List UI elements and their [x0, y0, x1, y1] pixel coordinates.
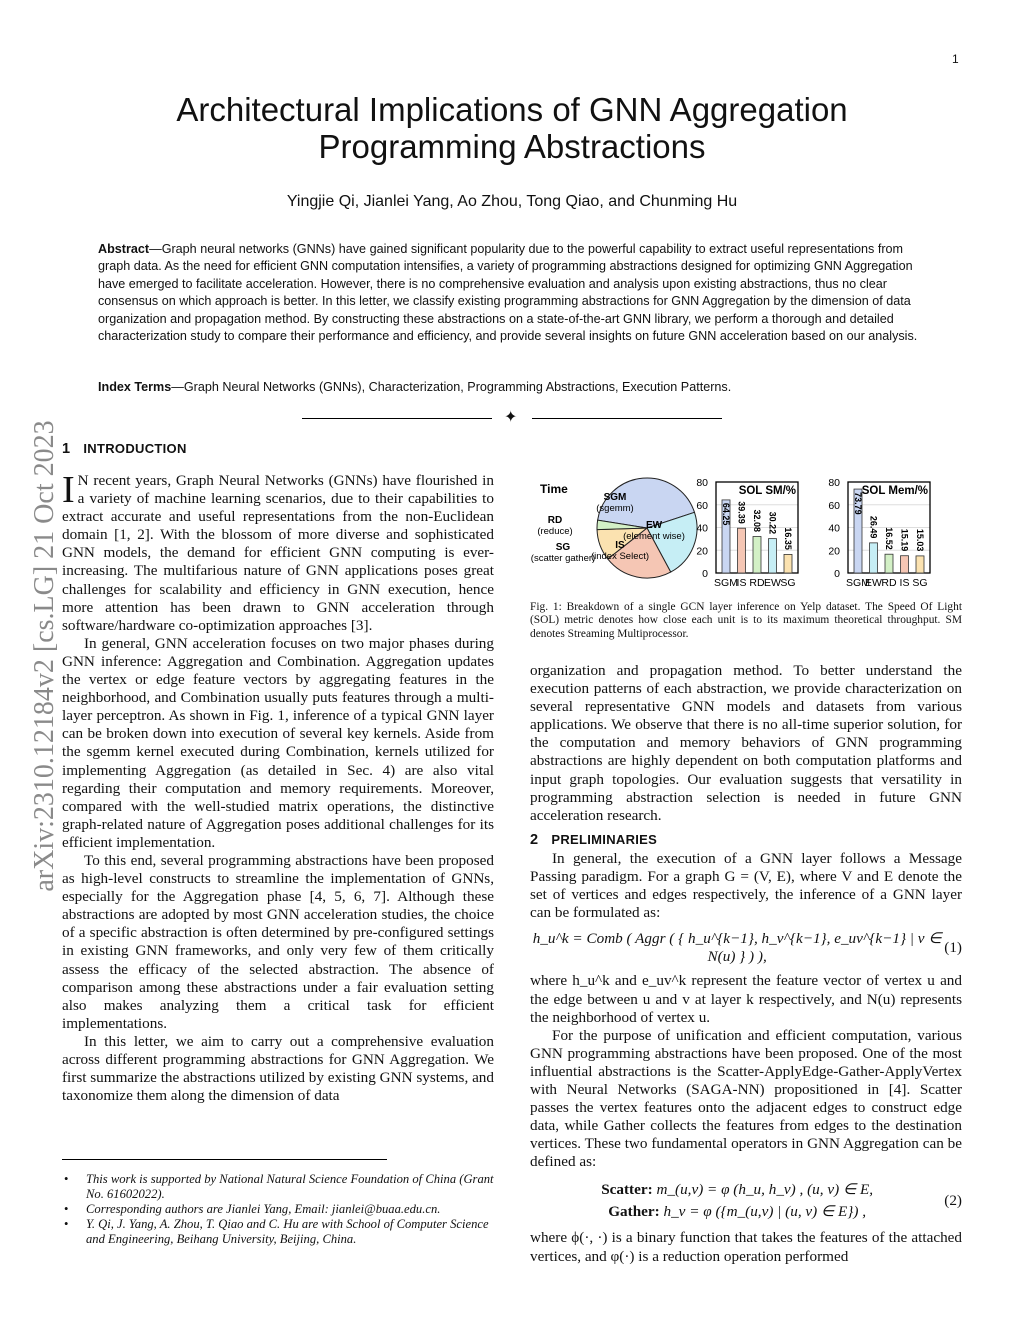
y-tick-label: 40 [696, 522, 708, 535]
footnote: • Corresponding authors are Jianlei Yang, Email: jianlei@buaa.edu.cn. [86, 1202, 494, 1217]
index-text: —Graph Neural Networks (GNNs), Characterization, Programming Abstractions, Execution Patterns. [171, 380, 732, 394]
footnotes [62, 1172, 494, 1247]
left-column [62, 441, 494, 1105]
pie-label: SGM [603, 492, 627, 503]
bar-is [901, 556, 909, 573]
pie-sublabel: (sgemm) [596, 503, 634, 514]
y-tick-label: 40 [828, 522, 840, 535]
right-p4: For the purpose of unification and efficient computation, various GNN programming abstractions have been proposed. One of the most influential abstractions is the Scatter-ApplyEdge-Gather-ApplyVertex with Neural Networks (SAGA-NN) propositioned in [4]. Scatter passes the vertex features onto the adjacent edges to construct edge data, while Gather collects the features from edges to the destination vertices. These two fundamental operators in GNN Aggregation can be defined as: [530, 1026, 962, 1171]
y-tick-label: 80 [696, 477, 708, 489]
footnote: • This work is supported by National Natural Science Foundation of China (Grant No. 61602022). [86, 1172, 494, 1202]
star-icon: ✦ [504, 409, 518, 426]
bar-chart-title: SOL SM/% [738, 485, 796, 497]
pie-sublabel: (index Select) [590, 551, 650, 562]
bar-data-label: 16.52 [884, 527, 894, 550]
equation-2: Scatter: m_(u,v) = φ (h_u, h_v) , (u, v) ∈ E, Gather: h_v = φ ({m_(u,v) | (u, v) ∈ E}) , (2) [601, 1181, 962, 1221]
y-tick-label: 60 [696, 499, 708, 512]
abstract [98, 241, 928, 345]
bar-sg [784, 554, 792, 573]
bar-sg [916, 556, 924, 573]
bar-ew [769, 539, 777, 573]
pie-label: EW [645, 520, 663, 531]
right-p5: where ϕ(·, ·) is a binary function that takes the features of the attached vertices, and φ(·) is a reduction operation performed [530, 1229, 962, 1265]
bar-data-label: 15.19 [899, 528, 910, 552]
x-tick-label: SG [912, 577, 928, 589]
right-column [530, 662, 962, 1266]
section-heading: 2 PRELIMINARIES [530, 831, 658, 848]
pie-label: RD [547, 515, 563, 526]
pie-title: Time [540, 482, 568, 496]
figure-1 [530, 470, 962, 595]
bar-data-label: 30.22 [767, 511, 778, 535]
x-tick-label: IS [736, 577, 747, 589]
section-divider [302, 409, 722, 426]
y-tick-label: 20 [828, 545, 840, 558]
bar-data-label: 32.08 [752, 509, 762, 533]
section-heading: 1 INTRODUCTION [62, 441, 187, 457]
bar-data-label: 16.35 [783, 527, 793, 550]
right-p1: organization and propagation method. To better understand the execution patterns of each abstraction, we provide characterization on several representative GNN models and datasets from various applications. We observe that there is no all-time superior solution, for the computation and memory behaviors of GNN programming abstractions are highly dependent on both computation platforms and input graph topologies. Our evaluation suggests that versatility in programming abstraction selection is needed in future GNN acceleration research. [530, 662, 962, 824]
x-tick-label: SGM [846, 577, 870, 589]
bar-data-label: 39.39 [736, 501, 747, 524]
x-tick-label: SGM [714, 577, 738, 589]
pie-sublabel: (reduce) [537, 526, 573, 537]
pie-label: IS [615, 540, 625, 551]
index-label: Index Terms [98, 380, 172, 394]
bar-data-label: 26.49 [868, 515, 879, 539]
y-tick-label: 0 [834, 568, 840, 580]
equation-1: h_u^k = Comb ( Aggr ( { h_u^{k−1}, h_v^{k−1}, e_uv^{k−1} | v ∈ N(u) } ) ), (1) [532, 930, 962, 966]
arxiv-stamp: arXiv:2310.12184v2 [cs.LG] 21 Oct 2023 [29, 420, 60, 892]
bar-data-label: 64.25 [721, 502, 731, 526]
right-p3: where h_u^k and e_uv^k represent the feature vector of vertex u and the edge between u and v at layer k respectively, and N(u) represents the neighborhood of vertex u. [530, 972, 962, 1026]
y-tick-label: 20 [696, 545, 708, 558]
figure-charts [530, 470, 962, 595]
authors: Yingjie Qi, Jianlei Yang, Ao Zhou, Tong Qiao, and Chunming Hu [286, 193, 738, 210]
intro-p4: In this letter, we aim to carry out a comprehensive evaluation across different programming abstractions for GNN Aggregation. We first summarize the abstractions utilized by existing GNN systems, and taxonomize them along the dimension of data [62, 1032, 494, 1105]
footnote: • Y. Qi, J. Yang, A. Zhou, T. Qiao and C. Hu are with School of Computer Science and Engineering, Beihang University, Beijing, China. [86, 1217, 494, 1247]
bar-data-label: 73.79 [853, 492, 863, 515]
footnote-rule [62, 1159, 387, 1160]
pie-label: SG [555, 542, 571, 553]
y-tick-label: 80 [828, 477, 840, 489]
x-tick-label: IS [899, 577, 910, 589]
x-tick-label: EW [865, 577, 882, 589]
bar-rd [753, 537, 761, 573]
x-tick-label: SG [780, 577, 796, 589]
bar-rd [885, 554, 893, 573]
pie-sublabel: (element wise) [623, 531, 685, 542]
pie-sublabel: (scatter gather) [530, 553, 596, 564]
intro-p3: To this end, several programming abstractions have been proposed as high-level constructs to streamline the implementation of GNNs, especially for the Aggregation phase [4, 5, 6, 7]. Although these abstractions are adopted by most GNN acceleration studies, the choice of a specific abstraction is often determined by pre-configured settings in existing GNN frameworks, and only very few of them critically assess the efficacy of the selected abstraction. The absence of comparison among these abstractions under a fair evaluation setting also makes analyzing them a critical task for efficient implementations. [62, 851, 494, 1032]
page-number: 1 [952, 52, 959, 66]
paper-title: Architectural Implications of GNN Aggregation Programming Abstractions [176, 91, 848, 165]
index-terms [98, 380, 928, 394]
x-tick-label: RD [881, 577, 897, 589]
abstract-label: Abstract [98, 242, 150, 256]
abstract-text: —Graph neural networks (GNNs) have gained significant popularity due to the powerful capability to extract useful representations from graph data. As the need for efficient GNN computation intensifies, a variety of programming abstractions designed for optimizing GNN Aggregation have emerged to facilitate acceleration. However, there is no comprehensive evaluation and analysis upon existing abstractions, thus no clear consensus on which approach is better. In this letter, we classify existing programming abstractions for GNN Aggregation by the dimension of data organization and propagation method. By constructing these abstractions on a state-of-the-art GNN library, we perform a thorough and detailed characterization study to compare their performance and efficiency, and provide several insights on future GNN acceleration based on our analysis. [98, 242, 918, 344]
y-tick-label: 60 [828, 499, 840, 512]
x-tick-label: EW [764, 577, 781, 589]
y-tick-label: 0 [702, 568, 708, 580]
figure-caption: Fig. 1: Breakdown of a single GCN layer inference on Yelp dataset. The Speed Of Light (SOL) metric denotes how close each unit is to its maximum theoretical throughput. SM denotes Streaming Multiprocessor. [530, 601, 962, 640]
x-tick-label: RD [749, 577, 765, 589]
bar-is [738, 528, 746, 573]
bar-data-label: 15.03 [915, 528, 925, 552]
bar-chart-title: SOL Mem/% [861, 485, 928, 497]
intro-p2: In general, GNN acceleration focuses on two major phases during GNN inference: Aggregation and Combination. Aggregation updates the vertex or edge feature vectors by aggregating features in the neighborhood, and Combination usually puts features through a multi-layer perceptron. As shown in Fig. 1, inference of a typical GNN layer can be broken down into execution of several key kernels. Aside from the sgemm kernel executed during Combination, kernels utilized for implementing Aggregation (as detailed in Sec. 4) are also vital regarding their computation and memory requirements. Moreover, compared with the well-studied matrix operations, the distinctive graph-related nature of Aggregation poses additional challenges for its efficient implementation. [62, 634, 494, 851]
bar-ew [870, 543, 878, 573]
intro-p1: I N recent years, Graph Neural Networks (GNNs) have flourished in a variety of machine learning scenarios, due to their capabilities to extract accurate and useful representations from the non-Euclidean domain [1, 2]. With the blossom of more diverse and sophisticated GNN models, the demand for efficient GNN computing is ever-increasing. The multifarious nature of GNN applications poses great challenges for scalability and efficiency in GNN execution, hence more attention has been drawn to GNN acceleration through software/hardware co-optimization approaches [3]. [62, 469, 494, 634]
right-p2: In general, the execution of a GNN layer follows a Message Passing paradigm. For a graph G = (V, E), where V and E denote the set of vertices and edges respectively, the inference of a GNN layer can be formulated as: [530, 849, 962, 922]
